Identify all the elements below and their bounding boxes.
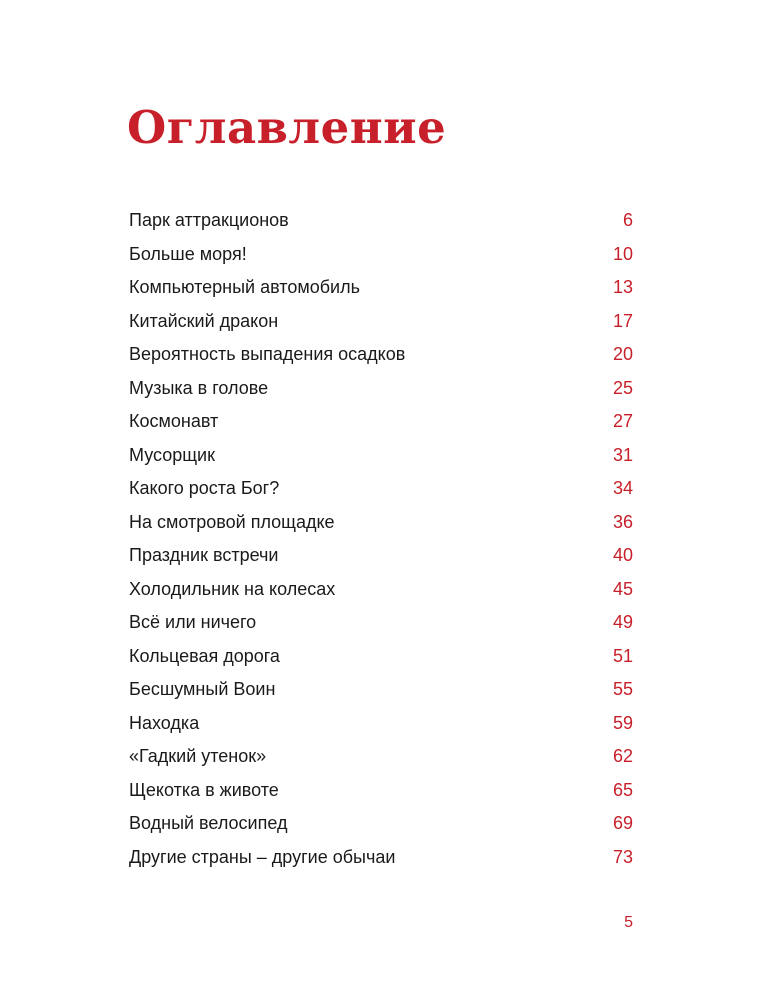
table-of-contents xyxy=(129,204,633,874)
toc-entry[interactable] xyxy=(129,640,633,674)
toc-entry-title: Всё или ничего xyxy=(129,612,257,632)
toc-entry[interactable] xyxy=(129,841,633,875)
toc-entry-page-number: 40 xyxy=(612,545,633,565)
page-title: Оглавление xyxy=(127,101,447,154)
toc-entry[interactable] xyxy=(129,573,633,607)
toc-entry[interactable] xyxy=(129,305,633,339)
toc-entry-page-number: 51 xyxy=(612,645,633,666)
toc-entry-page-number: 31 xyxy=(612,444,633,465)
toc-entry[interactable] xyxy=(129,740,633,774)
toc-entry-page-number: 20 xyxy=(612,344,633,364)
toc-entry-page-number: 45 xyxy=(612,578,633,599)
toc-entry-page-number: 10 xyxy=(612,243,633,264)
toc-entry-page-number: 25 xyxy=(612,377,633,398)
toc-entry-title: Бесшумный Воин xyxy=(129,679,276,699)
toc-entry-page-number: 6 xyxy=(622,210,633,230)
toc-entry-page-number: 13 xyxy=(612,277,633,297)
toc-entry-page-number: 62 xyxy=(612,746,633,766)
page-number: 5 xyxy=(624,914,633,931)
toc-entry[interactable] xyxy=(129,271,633,305)
toc-entry-title: Находка xyxy=(129,712,200,733)
toc-entry[interactable] xyxy=(129,606,633,640)
toc-entry-title: Мусорщик xyxy=(129,444,215,465)
toc-entry[interactable] xyxy=(129,238,633,272)
toc-entry[interactable] xyxy=(129,807,633,841)
toc-entry-title: Парк аттракционов xyxy=(129,210,289,230)
toc-entry-title: Другие страны – другие обычаи xyxy=(129,846,396,867)
toc-entry-title: Какого роста Бог? xyxy=(129,478,280,498)
toc-entry-page-number: 17 xyxy=(612,310,633,331)
toc-entry[interactable] xyxy=(129,372,633,406)
toc-entry-page-number: 59 xyxy=(612,712,633,733)
toc-entry-page-number: 27 xyxy=(612,411,633,431)
toc-entry[interactable] xyxy=(129,673,633,707)
toc-entry[interactable] xyxy=(129,472,633,506)
toc-entry-title: Щекотка в животе xyxy=(129,779,279,800)
toc-entry-page-number: 36 xyxy=(612,511,633,532)
toc-entry[interactable] xyxy=(129,338,633,372)
toc-entry-title: Больше моря! xyxy=(129,243,247,264)
toc-entry-title: На смотровой площадке xyxy=(129,511,335,532)
toc-entry-page-number: 55 xyxy=(612,679,633,699)
toc-entry-title: «Гадкий утенок» xyxy=(129,746,267,766)
toc-entry-title: Музыка в голове xyxy=(129,377,269,398)
toc-entry[interactable] xyxy=(129,774,633,808)
toc-entry[interactable] xyxy=(129,539,633,573)
toc-entry[interactable] xyxy=(129,204,633,238)
toc-entry-title: Китайский дракон xyxy=(129,310,279,331)
toc-entry-title: Вероятность выпадения осадков xyxy=(129,344,406,364)
toc-entry[interactable] xyxy=(129,707,633,741)
toc-entry-title: Космонавт xyxy=(129,411,219,431)
toc-entry-page-number: 49 xyxy=(612,612,633,632)
toc-entry-title: Холодильник на колесах xyxy=(129,578,336,599)
toc-entry[interactable] xyxy=(129,506,633,540)
toc-entry-title: Компьютерный автомобиль xyxy=(129,277,360,297)
toc-entry-page-number: 69 xyxy=(612,813,633,833)
toc-entry[interactable] xyxy=(129,439,633,473)
toc-entry-page-number: 65 xyxy=(612,779,633,800)
toc-entry[interactable] xyxy=(129,405,633,439)
toc-entry-title: Водный велосипед xyxy=(129,813,288,833)
toc-entry-page-number: 34 xyxy=(612,478,633,498)
toc-entry-title: Праздник встречи xyxy=(129,545,279,565)
toc-entry-page-number: 73 xyxy=(612,846,633,867)
toc-entry-title: Кольцевая дорога xyxy=(129,645,280,666)
